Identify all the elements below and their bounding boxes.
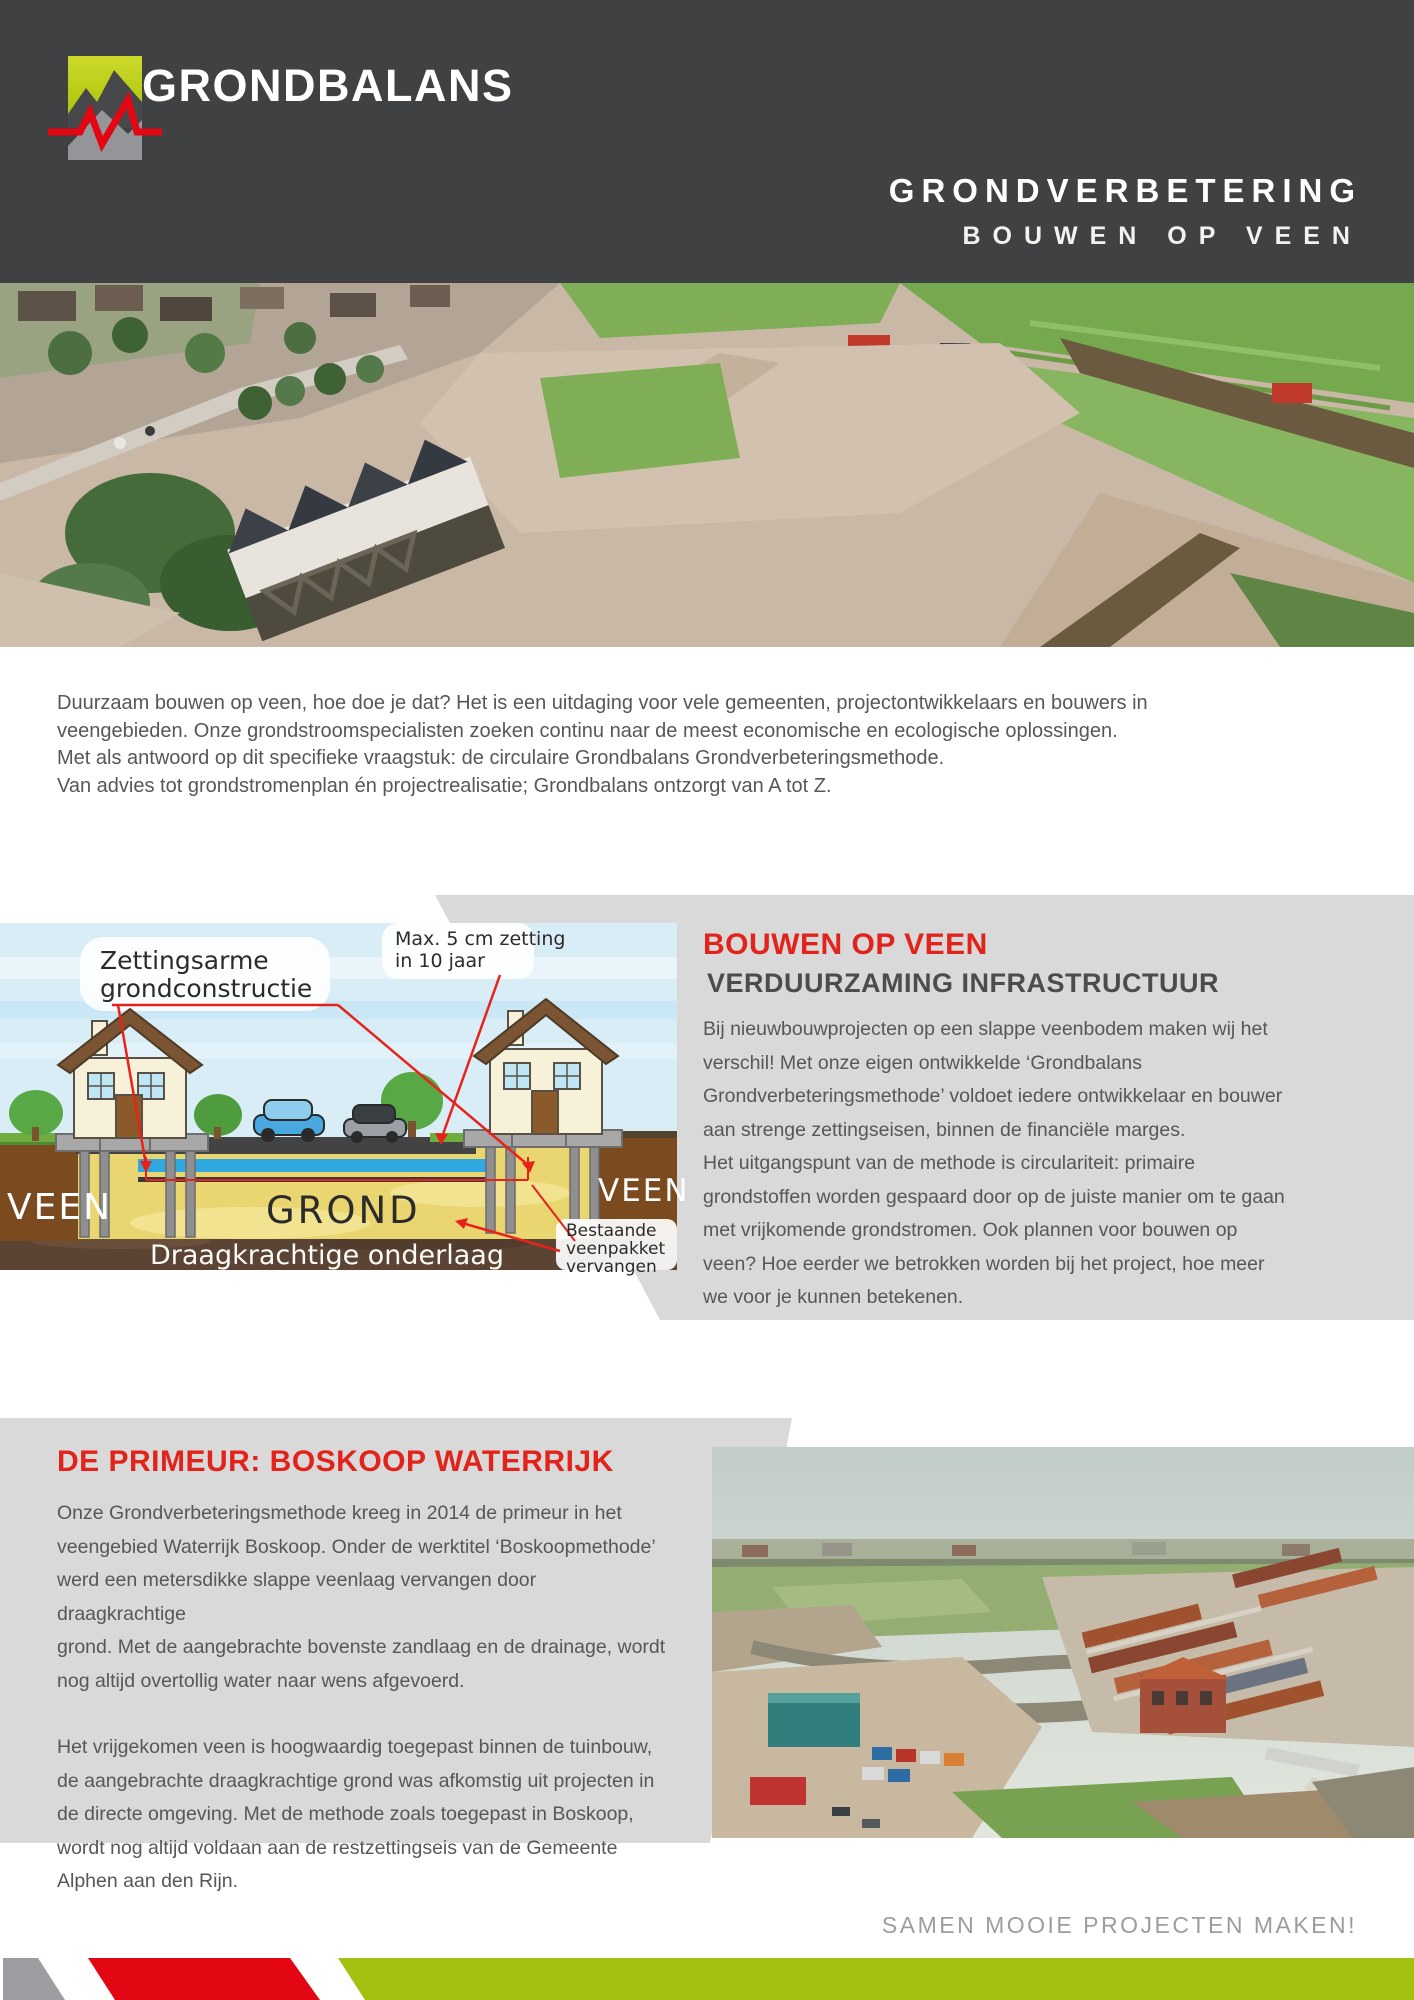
body-line: Grondverbeteringsmethode’ voldoet iedere ontwikkelaar en bouwer [703, 1085, 1283, 1107]
footer-tagline: SAMEN MOOIE PROJECTEN MAKEN! [881, 1912, 1357, 1938]
section-subtitle: VERDUURZAMING INFRASTRUCTUUR [707, 968, 1219, 998]
body-line: aan strenge zettingseisen, binnen de financiële marges. [703, 1118, 1186, 1141]
diagram-label-zetting-1: Max. 5 cm zetting [395, 928, 566, 950]
body-line: we voor je kunnen betekenen. [703, 1286, 964, 1308]
body-line: met vrijkomende grondstromen. Ook plannen voor bouwen op [703, 1219, 1238, 1241]
body-line: werd een metersdikke slappe veenlaag vervangen door draagkrachtige [57, 1569, 537, 1625]
diagram-label-onderlaag: Draagkrachtige onderlaag [150, 1240, 504, 1271]
stripe-red [88, 1958, 320, 2000]
diagram-label-grond: GROND [266, 1189, 421, 1232]
section-body [703, 1013, 1368, 1315]
body-line: Bij nieuwbouwprojecten op een slappe veenbodem maken wij het [703, 1018, 1268, 1040]
boskoop-waterrijk-photo [712, 1447, 1414, 1838]
diagram-label-zetting-2: in 10 jaar [395, 950, 485, 972]
diagram-label-zettingsarme-2: grondconstructie [100, 974, 313, 1003]
body-line: veen? Hoe eerder we betrokken worden bij het project, hoe meer [703, 1252, 1265, 1275]
body-line: verschil! Met onze eigen ontwikkelde ‘Grondbalans [703, 1051, 1142, 1074]
body-line: Het vrijgekomen veen is hoogwaardig toegepast binnen de tuinbouw, [57, 1736, 653, 1758]
primeur-paragraph-2 [57, 1731, 667, 1899]
veen-method-diagram [0, 923, 690, 1277]
intro-line: Met als antwoord op dit specifieke vraagstuk: de circulaire Grondbalans Grondverbeteringsmethode. [57, 747, 945, 769]
intro-line: veengebieden. Onze grondstroomspecialisten zoeken continu naar de meest economische en ecologische oplossingen. [57, 719, 1118, 742]
diagram-label-bestaande-2: veenpakket [566, 1239, 666, 1259]
body-line: wordt nog altijd voldaan aan de restzettingseis van de Gemeente [57, 1836, 618, 1859]
section-title: DE PRIMEUR: BOSKOOP WATERRIJK [57, 1445, 614, 1478]
diagram-label-veen-left: VEEN [7, 1187, 113, 1228]
section-title: BOUWEN OP VEEN [703, 928, 988, 961]
section-primeur [57, 1445, 667, 1899]
body-line: Het uitgangspunt van de methode is circulariteit: primaire [703, 1152, 1196, 1174]
diagram-label-bestaande-1: Bestaande [566, 1221, 657, 1241]
primeur-paragraph-1 [57, 1497, 667, 1698]
header-band [0, 0, 1414, 283]
diagram-label-veen-right: VEEN [598, 1173, 690, 1209]
body-line: grond. Met de aangebrachte bovenste zandlaag en de drainage, wordt [57, 1636, 666, 1658]
diagram-label-zettingsarme-1: Zettingsarme [100, 946, 269, 975]
section-bouwen-op-veen [703, 928, 1368, 1315]
stripe-gray [3, 1958, 65, 2000]
body-line: nog altijd overtollig water naar wens afgevoerd. [57, 1669, 465, 1692]
page-subtitle: BOUWEN OP VEEN [962, 222, 1362, 250]
body-line: veengebied Waterrijk Boskoop. Onder de werktitel ‘Boskoopmethode’ [57, 1535, 656, 1558]
stripe-green [338, 1958, 1414, 2000]
intro-paragraph [57, 690, 1367, 800]
aerial-construction-photo [0, 283, 1414, 647]
footer-stripes [0, 1956, 1414, 2000]
body-line: Onze Grondverbeteringsmethode kreeg in 2014 de primeur in het [57, 1502, 622, 1524]
intro-line: Duurzaam bouwen op veen, hoe doe je dat? Het is een uitdaging voor vele gemeenten, projectontwikkelaars en bouwers in [57, 692, 1148, 714]
brand-name: GRONDBALANS [142, 60, 514, 111]
intro-line: Van advies tot grondstromenplan én projectrealisatie; Grondbalans ontzorgt van A tot Z. [57, 774, 832, 797]
diagram-label-bestaande-3: vervangen [566, 1257, 657, 1277]
body-line: Alphen aan den Rijn. [57, 1870, 239, 1892]
page-title: GRONDVERBETERING [888, 172, 1362, 209]
body-line: grondstoffen worden gespaard door op de juiste manier om te gaan [703, 1185, 1285, 1208]
body-line: de directe omgeving. Met de methode zoals toegepast in Boskoop, [57, 1803, 634, 1825]
body-line: de aangebrachte draagkrachtige grond was afkomstig uit projecten in [57, 1769, 655, 1792]
